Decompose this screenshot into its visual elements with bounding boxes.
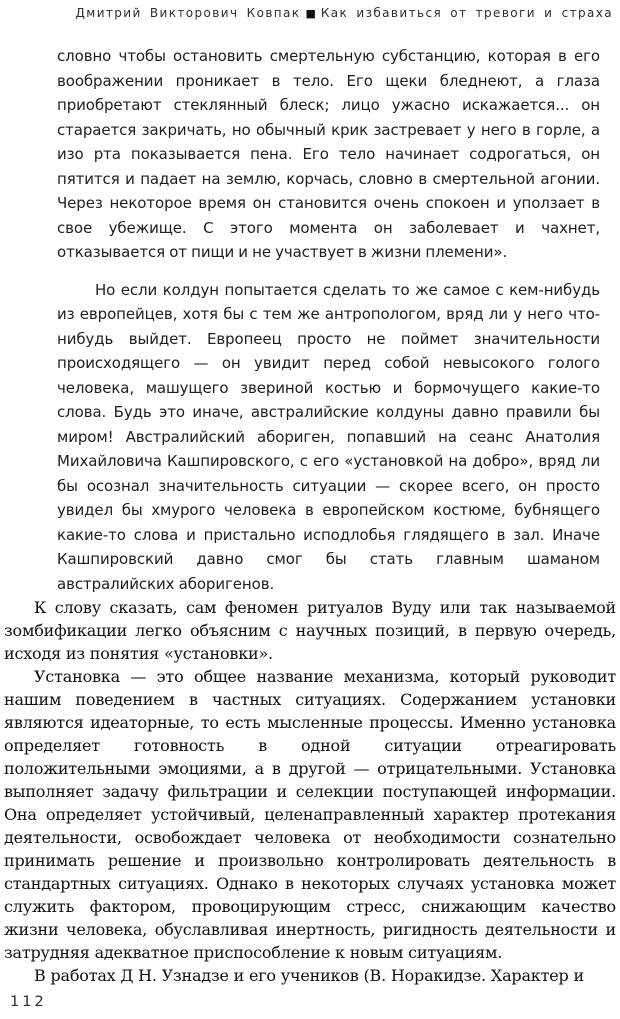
page-number: 112 — [10, 994, 47, 1010]
page-header — [0, 6, 613, 20]
body-paragraph: Установка — это общее название механизма, который руководит нашим поведением в частных ситуациях. Содержанием установки являются идеаторные, то есть мысленные процессы. Именно установка определяет готовность в одной ситуации отреагировать положительными эмоциями, а в другой — отрицательными. Установка выполняет задачу фильтрации и селекции поступающей информации. Она определяет устойчивый, целенаправленный характер протекания деятельности, освобождает человека от необходимости сознательно принимать решение и произвольно контролировать деятельность в стандартных ситуациях. Однако в некоторых случаях установка может служить фактором, провоцирующим стресс, снижающим качество жизни человека, обуславливая инертность, ригидность деятельности и затрудняя адекватное приспособление к новым ситуациям. — [4, 667, 616, 962]
body-paragraph: В работах Д Н. Узнадзе и его учеников (В. Норакидзе. Характер и — [34, 966, 584, 985]
quote-paragraph: Но если колдун попытается сделать то же самое с кем-нибудь из европейцев, хотя бы с тем же антропологом, вряд ли у него что-нибудь выйдет. Европеец просто не поймет значительности происходящего — он увидит перед собой невысокого голого человека, машущего звериной костью и бормочущего какие-то слова. Будь это иначе, австралийские колдуны давно правили бы миром! Австралийский абориген, попавший на сеанс Анатолия Михайловича Кашпировского, с его «установкой на добро», вряд ли бы осознал значительность ситуации — скорее всего, он просто увидел бы хмурого человека в европейском костюме, бубнящего какие-то слова и пристально исподлобья глядящего в зал. Иначе Кашпировский давно смог бы стать главным шаманом австралийских аборигенов. — [57, 280, 600, 593]
square-bullet-icon: ■ — [305, 7, 316, 20]
header-author: Дмитрий Викторович Ковпак — [75, 6, 301, 20]
header-book-title: Как избавиться от тревоги и страха — [320, 6, 613, 20]
page-content — [4, 44, 616, 987]
body-paragraph: К слову сказать, сам феномен ритуалов Вуду или так называемой зомбификации легко объясним с научных позиций, в первую очередь, исходя из понятия «установки». — [4, 598, 616, 663]
quote-paragraph: словно чтобы остановить смертельную субстанцию, которая в его воображении проникает в тело. Его щеки бледнеют, а глаза приобретают стеклянный блеск; лицо ужасно искажается... он старается закричать, но обычный крик застревает у него в горле, а изо рта показывается пена. Его тело начинает содрогаться, он пятится и падает на землю, корчась, словно в смертельной агонии. Через некоторое время он становится очень спокоен и уползает в свое убежище. С этого момента он заболевает и чахнет, отказывается от пищи и не участвует в жизни племени». — [57, 47, 600, 261]
